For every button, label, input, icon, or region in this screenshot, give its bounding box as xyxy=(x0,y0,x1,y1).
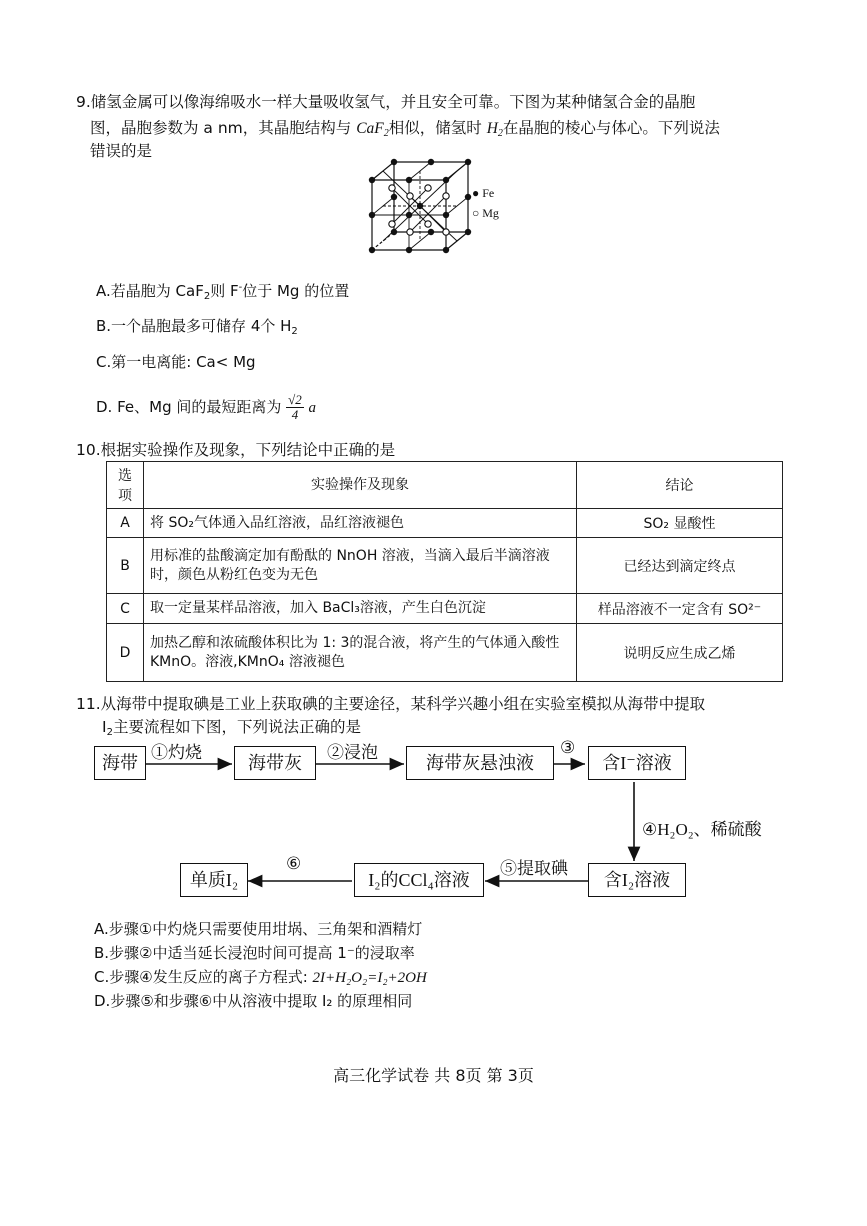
row-conclusion: SO₂ 显酸性 xyxy=(577,509,783,538)
flow-box-iodide-solution: 含I⁻溶液 xyxy=(588,746,686,780)
q11-option-d: D.步骤⑤和步骤⑥中从溶液中提取 I₂ 的原理相同 xyxy=(94,992,413,1010)
q11-stem-line2: $I_2$主要流程如下图，下列说法正确的是 xyxy=(102,718,361,738)
q11-option-c: C.步骤④发生反应的离子方程式: 2I+H₂O₂=I₂+2OH xyxy=(94,968,427,986)
header-conclusion: 结论 xyxy=(577,462,783,509)
header-option: 选项 xyxy=(107,462,144,509)
legend-mg: ○ Mg xyxy=(472,206,499,220)
experiment-table xyxy=(106,461,783,682)
flow-label-step4: ④H₂O₂、稀硫酸 xyxy=(642,820,762,839)
flow-box-kelp-ash: 海带灰 xyxy=(234,746,316,780)
flow-label-step6: ⑥ xyxy=(286,854,302,873)
flow-box-elemental-iodine: 单质I₂ xyxy=(180,863,248,897)
row-conclusion: 说明反应生成乙烯 xyxy=(577,624,783,682)
page-footer: 高三化学试卷 共 8页 第 3页 xyxy=(333,1066,534,1085)
legend-fe: ● Fe xyxy=(472,186,495,200)
row-label: A xyxy=(107,509,144,538)
table-row xyxy=(107,594,783,624)
q9-stem-line2: 图，晶胞参数为 a nm，其晶胞结构与 CaF$_2$相似，储氢时 $H_2$在晶胞的棱心与体心。下列说法 xyxy=(90,119,720,139)
q9-stem-line1: 9.储氢金属可以像海绵吸水一样大量吸收氢气，并且安全可靠。下图为某种储氢合金的晶胞 xyxy=(76,93,696,111)
q9-option-b: B.一个晶胞最多可储存 4个 $H_2$ xyxy=(96,317,298,337)
q9-option-a: A.若晶胞为 CaF$_2$则 F-位于 Mg 的位置 xyxy=(96,282,350,302)
table-row xyxy=(107,509,783,538)
flow-label-step3: ③ xyxy=(560,738,576,757)
flow-box-ash-suspension: 海带灰悬浊液 xyxy=(406,746,554,780)
q9-option-c: C.第一电离能: Ca< Mg xyxy=(96,353,256,371)
flow-label-step2: ②浸泡 xyxy=(327,743,378,762)
table-row xyxy=(107,538,783,594)
flow-label-step1: ①灼烧 xyxy=(151,743,202,762)
q11-stem-line1: 11.从海带中提取碘是工业上获取碘的主要途径，某科学兴趣小组在实验室模拟从海带中提取 xyxy=(76,695,706,713)
fe-marker-icon: ● xyxy=(472,186,480,200)
q10-stem: 10.根据实验操作及现象，下列结论中正确的是 xyxy=(76,441,396,459)
row-conclusion: 已经达到滴定终点 xyxy=(577,538,783,594)
mg-marker-icon: ○ xyxy=(472,206,480,220)
flow-label-step5: ⑤提取碘 xyxy=(500,859,568,878)
header-operation: 实验操作及现象 xyxy=(144,462,577,509)
q9-stem-line3: 错误的是 xyxy=(90,142,153,160)
row-label: D xyxy=(107,624,144,682)
flow-box-iodine-solution: 含I₂溶液 xyxy=(588,863,686,897)
row-conclusion: 样品溶液不一定含有 SO²⁻ xyxy=(577,594,783,624)
row-label: C xyxy=(107,594,144,624)
row-operation: 取一定量某样品溶液，加入 BaCl₃溶液，产生白色沉淀 xyxy=(144,594,577,624)
row-label: B xyxy=(107,538,144,594)
q11-option-b: B.步骤②中适当延长浸泡时间可提高 1⁻的浸取率 xyxy=(94,944,415,962)
table-header-row xyxy=(107,462,783,509)
fraction: $\frac{√2}{4}$ xyxy=(288,392,302,422)
row-operation: 加热乙醇和浓硫酸体积比为 1: 3的混合液，将产生的气体通入酸性 KMnO。溶液,KMnO₄ 溶液褪色 xyxy=(144,624,577,682)
row-operation: 将 SO₂气体通入品红溶液，品红溶液褪色 xyxy=(144,509,577,538)
flow-box-iodine-ccl4: I₂的CCl₄溶液 xyxy=(354,863,484,897)
row-operation: 用标准的盐酸滴定加有酚酞的 NnOH 溶液，当滴入最后半滴溶液时，颜色从粉红色变为无色 xyxy=(144,538,577,594)
flow-box-kelp: 海带 xyxy=(94,746,146,780)
q11-option-a: A.步骤①中灼烧只需要使用坩埚、三角架和酒精灯 xyxy=(94,920,423,938)
table-row xyxy=(107,624,783,682)
q9-option-d: D. Fe、Mg 间的最短距离为 $\frac{√2}{4}$ a xyxy=(96,392,317,422)
